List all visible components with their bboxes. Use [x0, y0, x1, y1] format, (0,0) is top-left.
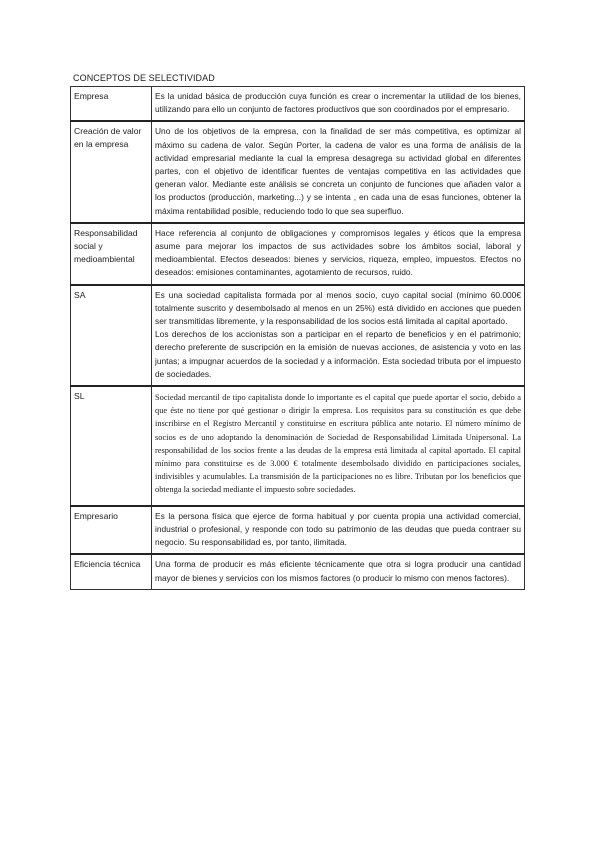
table-row-empresa — [71, 87, 525, 122]
term-cell: SL — [71, 386, 152, 506]
definition-cell: Hace referencia al conjunto de obligaciones y compromisos legales y éticos que la empresa asume para mejorar los impactos de sus actividades sobre los ámbitos social, laboral y medioambiental. Efectos deseados: bienes y servicios, riqueza, empleo, impuestos. Efectos no deseados: emisiones contaminantes, agotamiento de recursos, ruido. — [152, 223, 525, 285]
term-cell: Responsabilidad social y medioambiental — [71, 223, 152, 285]
definition-cell: Una forma de producir es más eficiente técnicamente que otra si logra producir una cantidad mayor de bienes y servicios con los mismos factores (o producir lo mismo con menos factores). — [152, 554, 525, 589]
definition-cell: Sociedad mercantil de tipo capitalista donde lo importante es el capital que puede aportar el socio, debido a que éste no tiene por qué gestionar o dirigir la empresa. Los requisitos para su constitución es que debe inscribirse en el Registro Mercantil y constituirse en escritura pública ante notario. El número mínimo de socios es de uno adoptando la denominación de Sociedad de Responsabilidad Limitada Unipersonal. La responsabilidad de los socios frente a las deudas de la empresa está limitada al capital aportado. El capital mínimo para constituirse es de 3.000 € totalmente desembolsado dividido en participaciones sociales, indivisibles y acumulables. La transmisión de la participaciones no es libre. Tributan por los beneficios que obtenga la sociedad mediante el impuesto sobre sociedades. — [152, 386, 525, 506]
table-row-responsabilidad-social — [71, 223, 525, 285]
definition-cell — [152, 285, 525, 386]
term-cell: SA — [71, 285, 152, 386]
term-cell: Empresario — [71, 506, 152, 555]
definition-cell: Uno de los objetivos de la empresa, con la finalidad de ser más competitiva, es optimizar al máximo su cadena de valor. Según Porter, la cadena de valor es una forma de análisis de la actividad empresarial mediante la cual la empresa desagrega su actividad global en diferentes partes, con el objetivo de identificar fuentes de ventajas competitiva en las actividades que generan valor. Mediante este análisis se concreta un conjunto de funciones que añaden valor a los productos (producción, marketing...) y se intenta , en cada una de esas funciones, obtener la máxima rentabilidad posible, reduciendo todo lo que sea superfluo. — [152, 121, 525, 222]
table-row-sl — [71, 386, 525, 506]
definition-cell: Es la unidad básica de producción cuya función es crear o incrementar la utilidad de los bienes, utilizando para ello un conjunto de factores productivos que son coordinados por el empresario. — [152, 87, 525, 122]
definition-cell: Es la persona física que ejerce de forma habitual y por cuenta propia una actividad comercial, industrial o profesional, y responde con todo su patrimonio de las deudas que pueda contraer su negocio. Su responsabilidad es, por tanto, ilimitada. — [152, 506, 525, 555]
term-cell: Eficiencia técnica — [71, 554, 152, 589]
concepts-table — [70, 86, 525, 590]
table-row-empresario — [71, 506, 525, 555]
term-cell: Creación de valor en la empresa — [71, 121, 152, 222]
term-cell: Empresa — [71, 87, 152, 122]
table-row-eficiencia-tecnica — [71, 554, 525, 589]
table-row-creacion-de-valor — [71, 121, 525, 222]
definition-paragraph-2: Los derechos de los accionistas son a participar en el reparto de beneficios y en el patrimonio; derecho preferente de suscripción en la emisión de nuevas acciones, de asistencia y voto en las juntas; a impugnar acuerdos de la sociedad y a información. Esta sociedad tributa por el impuesto de sociedades. — [155, 329, 521, 379]
definition-paragraph-1: Es una sociedad capitalista formada por al menos socio, cuyo capital social (mínimo 60.000€ totalmente suscrito y desembolsado al menos en un 25%) está dividido en acciones que pueden ser transmitidas libremente, y la responsabilidad de los socios está limitada al capital aportado. — [155, 289, 521, 327]
table-row-sa — [71, 285, 525, 386]
page-title: CONCEPTOS DE SELECTIVIDAD — [73, 73, 215, 83]
